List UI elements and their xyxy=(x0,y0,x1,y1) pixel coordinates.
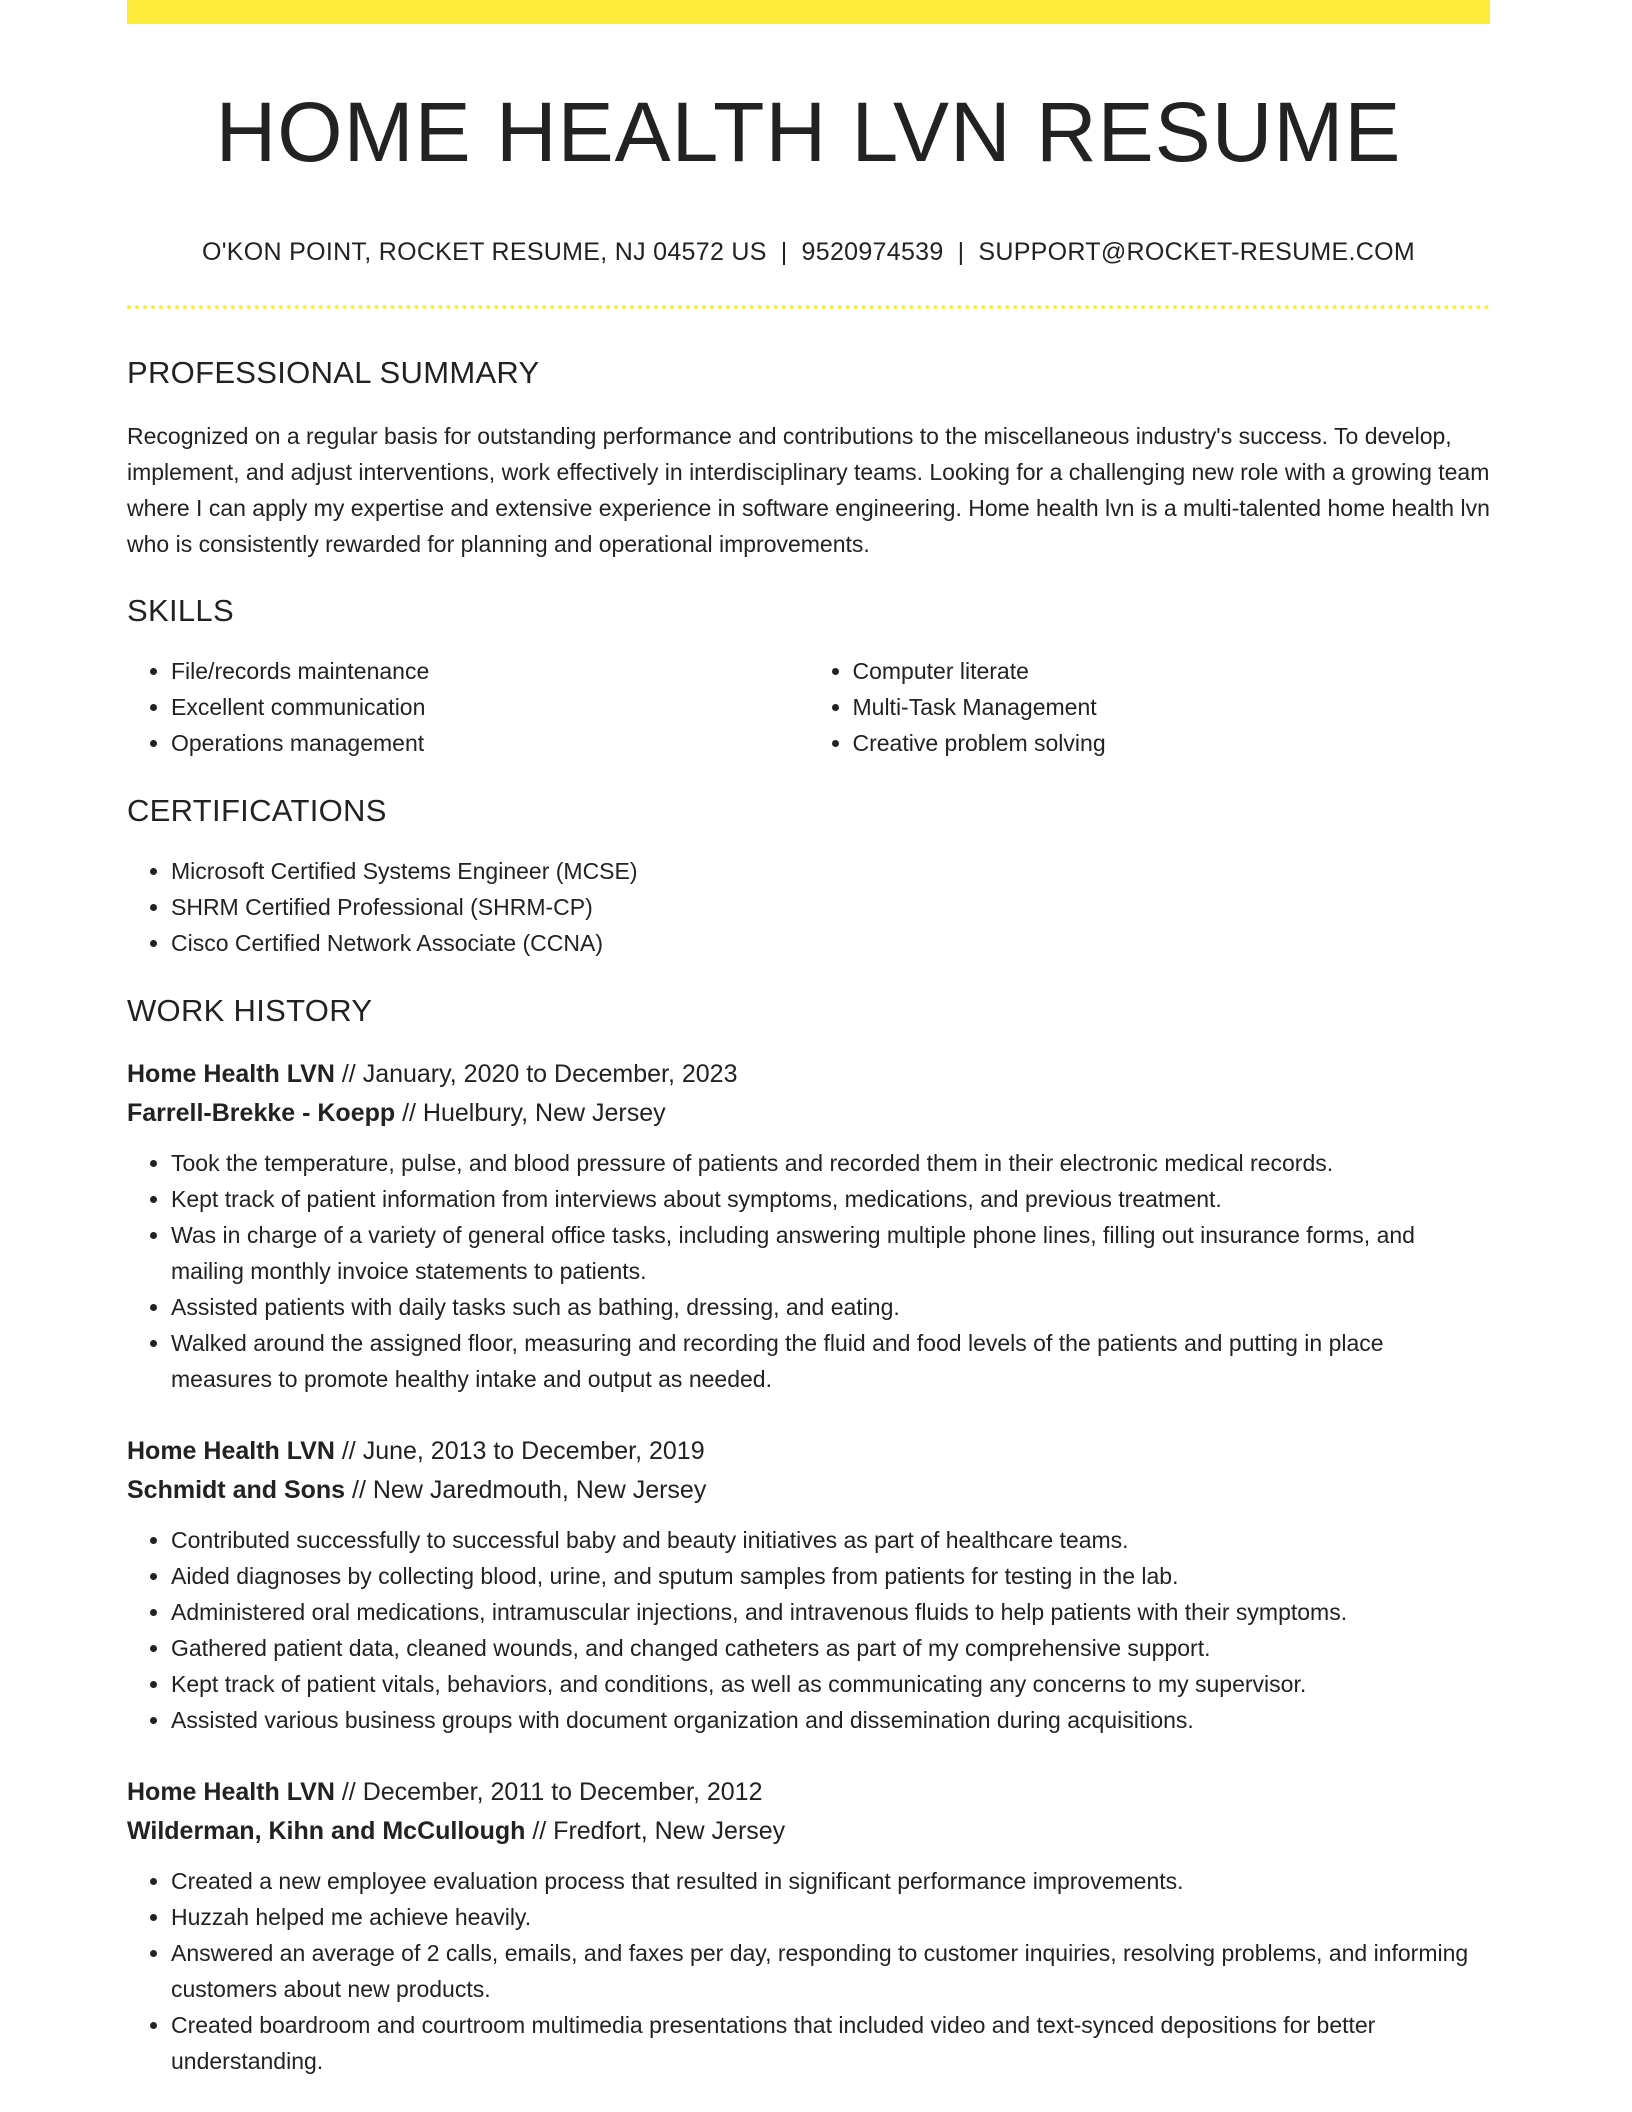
job-company: Schmidt and Sons xyxy=(127,1476,346,1505)
skill-item: • Operations management xyxy=(171,725,809,761)
job-location: // Fredfort, New Jersey xyxy=(525,1817,786,1846)
job-company: Wilderman, Kihn and McCullough xyxy=(127,1817,526,1846)
job-company-line xyxy=(127,1471,1490,1510)
job-bullet: • Aided diagnoses by collecting blood, urine, and sputum samples from patients for testing in the lab. xyxy=(171,1558,1490,1594)
contact-address: O'KON POINT, ROCKET RESUME, NJ 04572 US xyxy=(201,238,767,267)
job-bullet: • Took the temperature, pulse, and blood pressure of patients and recorded them in their electronic medical records. xyxy=(171,1145,1490,1181)
certifications-heading: CERTIFICATIONS xyxy=(127,793,387,829)
job-bullet: • Gathered patient data, cleaned wounds, and changed catheters as part of my comprehensive support. xyxy=(171,1630,1490,1666)
contact-line xyxy=(127,238,1490,267)
job-bullet: • Created boardroom and courtroom multimedia presentations that included video and text-synced depositions for better understanding. xyxy=(171,2007,1490,2079)
skill-item: • Multi-Task Management xyxy=(853,689,1491,725)
skill-item: • File/records maintenance xyxy=(171,653,809,689)
job-location: // New Jaredmouth, New Jersey xyxy=(345,1476,707,1505)
summary-text: Recognized on a regular basis for outstanding performance and contributions to the miscellaneous industry's success. To develop, implement, and adjust interventions, work effectively in interdisciplinary teams. Looking for a challenging new role with a growing team where I can apply my expertise and extensive experience in software engineering. Home health lvn is a multi-talented home health lvn who is consistently rewarded for planning and operational improvements. xyxy=(127,423,1490,558)
work-history-heading: WORK HISTORY xyxy=(127,993,373,1029)
certification-item: • Cisco Certified Network Associate (CCNA) xyxy=(171,925,1490,961)
job-dates: // June, 2013 to December, 2019 xyxy=(334,1437,705,1466)
certification-item: • SHRM Certified Professional (SHRM-CP) xyxy=(171,889,1490,925)
certification-item: • Microsoft Certified Systems Engineer (MCSE) xyxy=(171,853,1490,889)
job-dates: // December, 2011 to December, 2012 xyxy=(334,1778,763,1807)
summary-heading: PROFESSIONAL SUMMARY xyxy=(127,355,540,391)
contact-email: SUPPORT@ROCKET-RESUME.COM xyxy=(978,238,1416,267)
resume-content xyxy=(127,24,1490,2079)
dotted-divider xyxy=(127,305,1490,309)
job-bullet: • Huzzah helped me achieve heavily. xyxy=(171,1899,1490,1935)
job-role: Home Health LVN xyxy=(127,1437,335,1466)
job-location: // Huelbury, New Jersey xyxy=(395,1099,666,1128)
job-bullets xyxy=(127,1863,1490,2079)
accent-top-bar xyxy=(127,0,1490,24)
job-title-line xyxy=(127,1055,1490,1094)
skill-item: • Creative problem solving xyxy=(853,725,1491,761)
skill-item: • Computer literate xyxy=(853,653,1491,689)
resume-title: HOME HEALTH LVN RESUME xyxy=(215,85,1402,179)
contact-separator: | xyxy=(780,238,788,267)
job-bullet: • Answered an average of 2 calls, emails, and faxes per day, responding to customer inquiries, resolving problems, and informing customers about new products. xyxy=(171,1935,1490,2007)
job-bullets xyxy=(127,1522,1490,1738)
job-bullet: • Assisted various business groups with document organization and dissemination during acquisitions. xyxy=(171,1702,1490,1738)
contact-separator: | xyxy=(957,238,965,267)
job-entry xyxy=(127,1432,1490,1738)
contact-phone: 9520974539 xyxy=(801,238,944,267)
job-dates: // January, 2020 to December, 2023 xyxy=(334,1060,738,1089)
job-role: Home Health LVN xyxy=(127,1778,335,1807)
job-bullet: • Walked around the assigned floor, measuring and recording the fluid and food levels of the patients and putting in place measures to promote healthy intake and output as needed. xyxy=(171,1325,1490,1397)
job-bullet: • Administered oral medications, intramuscular injections, and intravenous fluids to help patients with their symptoms. xyxy=(171,1594,1490,1630)
job-bullet: • Assisted patients with daily tasks such as bathing, dressing, and eating. xyxy=(171,1289,1490,1325)
job-bullets xyxy=(127,1145,1490,1397)
skills-columns xyxy=(127,653,1490,761)
job-company-line xyxy=(127,1812,1490,1851)
job-bullet: • Created a new employee evaluation process that resulted in significant performance improvements. xyxy=(171,1863,1490,1899)
job-bullet: • Kept track of patient vitals, behaviors, and conditions, as well as communicating any concerns to my supervisor. xyxy=(171,1666,1490,1702)
skills-list-right xyxy=(809,653,1491,761)
job-title-line xyxy=(127,1773,1490,1812)
job-entry xyxy=(127,1773,1490,2079)
certifications-list xyxy=(127,853,1490,961)
skill-item: • Excellent communication xyxy=(171,689,809,725)
job-title-line xyxy=(127,1432,1490,1471)
job-role: Home Health LVN xyxy=(127,1060,335,1089)
skills-list-left xyxy=(127,653,809,761)
job-entry xyxy=(127,1055,1490,1397)
skills-heading: SKILLS xyxy=(127,593,234,629)
job-bullet: • Kept track of patient information from interviews about symptoms, medications, and previous treatment. xyxy=(171,1181,1490,1217)
job-company: Farrell-Brekke - Koepp xyxy=(127,1099,396,1128)
job-company-line xyxy=(127,1094,1490,1133)
job-bullet: • Was in charge of a variety of general office tasks, including answering multiple phone lines, filling out insurance forms, and mailing monthly invoice statements to patients. xyxy=(171,1217,1490,1289)
job-bullet: • Contributed successfully to successful baby and beauty initiatives as part of healthcare teams. xyxy=(171,1522,1490,1558)
